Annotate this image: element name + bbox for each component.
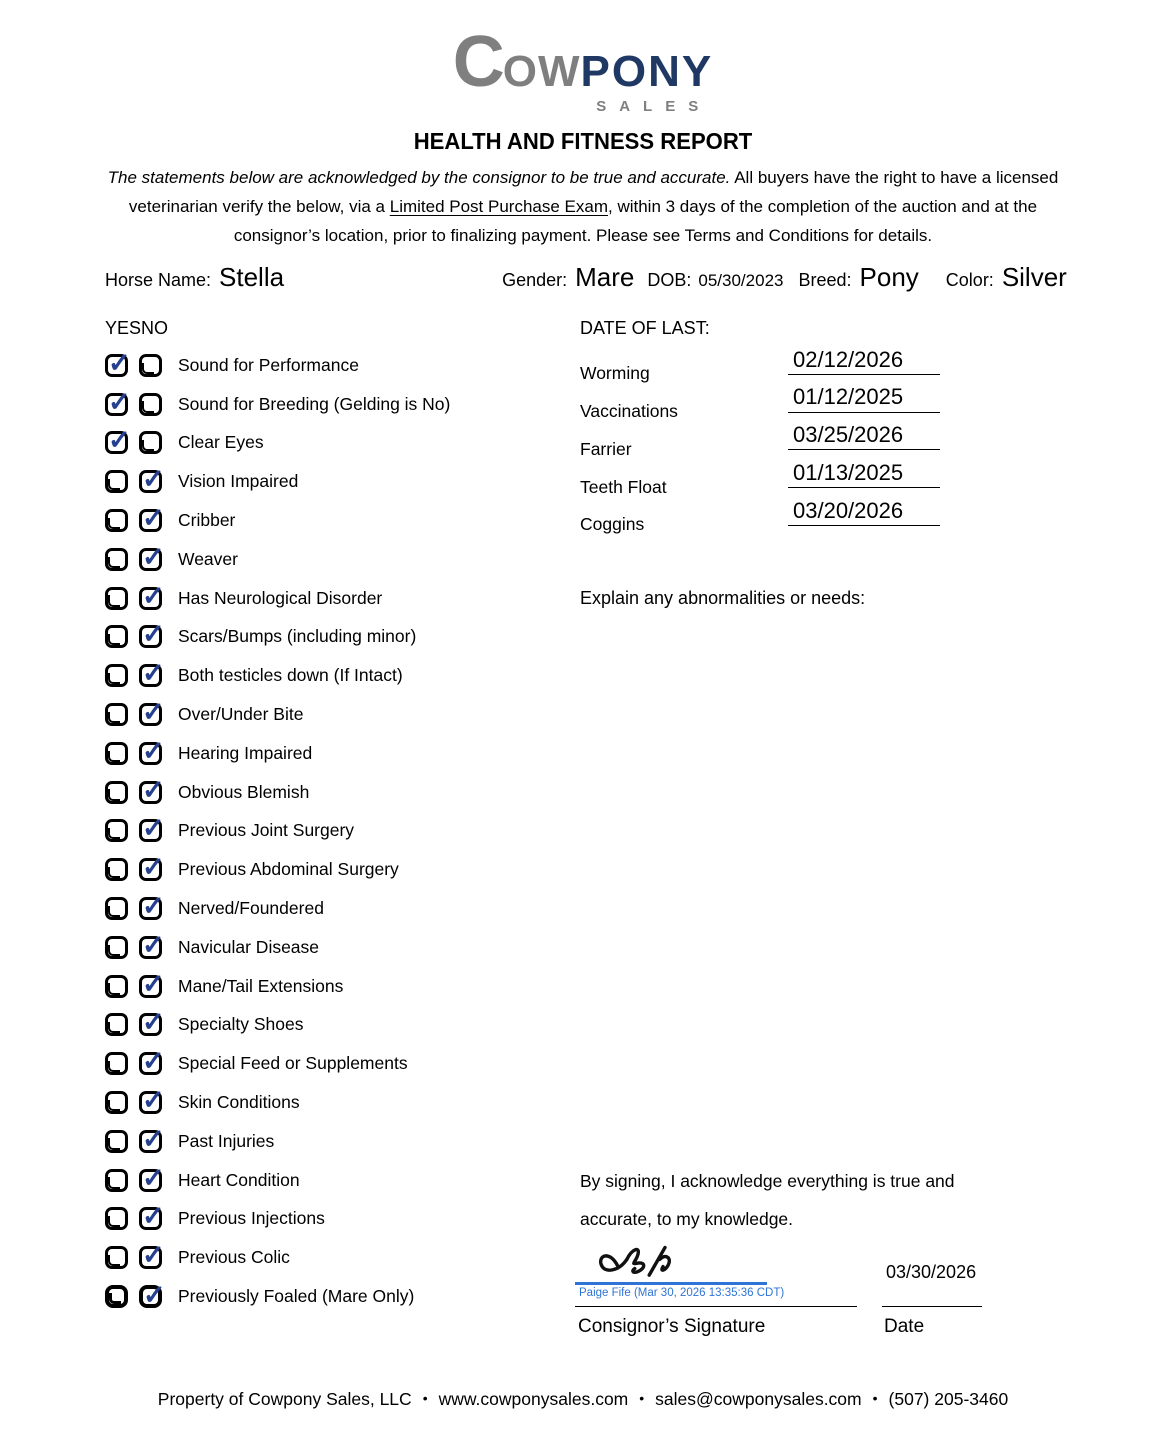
checklist-item-label: Obvious Blemish <box>178 781 310 802</box>
date-field-value[interactable]: 03/25/2026 <box>788 423 940 450</box>
checklist-row <box>105 1200 450 1239</box>
esign-underline <box>575 1282 767 1285</box>
signature-section <box>580 1162 1060 1350</box>
checklist-item-label: Skin Conditions <box>178 1092 300 1113</box>
signature-date-value[interactable]: 03/30/2026 <box>886 1262 977 1282</box>
date-field-value[interactable]: 01/12/2025 <box>788 385 940 412</box>
no-checkbox[interactable] <box>139 548 162 571</box>
bullet-separator: • <box>639 1390 645 1406</box>
no-checkbox[interactable] <box>139 936 162 959</box>
signature-area <box>580 1240 1060 1350</box>
checklist-row <box>105 928 450 967</box>
date-of-last-heading: DATE OF LAST: <box>580 318 710 338</box>
date-field-label: Coggins <box>580 514 645 535</box>
yes-checkbox[interactable] <box>105 1013 128 1036</box>
no-checkbox[interactable] <box>139 975 162 998</box>
checklist-item-label: Weaver <box>178 548 238 569</box>
checklist-item-label: Vision Impaired <box>178 471 299 492</box>
no-checkbox[interactable] <box>139 625 162 648</box>
checklist-item-label: Cribber <box>178 510 236 531</box>
checklist-item-label: Previous Abdominal Surgery <box>178 859 399 880</box>
no-checkbox[interactable] <box>139 1285 162 1308</box>
footer-email: sales@cowponysales.com <box>655 1389 862 1409</box>
no-column-header: NO <box>141 318 168 338</box>
checklist-item-label: Has Neurological Disorder <box>178 587 383 608</box>
yes-checkbox[interactable] <box>105 393 128 416</box>
yes-checkbox[interactable] <box>105 1130 128 1153</box>
checklist-row <box>105 540 450 579</box>
no-checkbox[interactable] <box>139 858 162 881</box>
footer-phone: (507) 205-3460 <box>888 1389 1009 1409</box>
yes-checkbox[interactable] <box>105 858 128 881</box>
checklist-item-label: Nerved/Foundered <box>178 898 324 919</box>
esign-stamp-text: Paige Fife (Mar 30, 2026 13:35:36 CDT) <box>579 1287 785 1299</box>
bullet-separator: • <box>872 1390 878 1406</box>
no-checkbox[interactable] <box>139 1246 162 1269</box>
page-title: HEALTH AND FITNESS REPORT <box>413 128 753 154</box>
checklist-row <box>105 889 450 928</box>
yes-checkbox[interactable] <box>105 897 128 920</box>
date-of-last-row <box>580 386 940 424</box>
footer-company: Property of Cowpony Sales, LLC <box>157 1389 412 1409</box>
no-checkbox[interactable] <box>139 664 162 687</box>
document-header <box>0 22 1166 155</box>
date-field-value[interactable]: 02/12/2026 <box>788 348 940 375</box>
color-value: Silver <box>1001 262 1067 292</box>
intro-italic-sentence: The statements below are acknowledged by the consignor to be true and accurate. <box>107 168 731 187</box>
gender-label: Gender: <box>502 270 568 290</box>
gender-value: Mare <box>575 262 635 292</box>
checklist-row <box>105 1083 450 1122</box>
checklist-row <box>105 346 450 385</box>
acknowledgement-paragraph <box>93 163 1073 250</box>
logo-subtext-sales: SALES <box>596 98 712 115</box>
color-label: Color: <box>945 270 994 290</box>
checklist-item-label: Scars/Bumps (including minor) <box>178 626 417 647</box>
checklist-row <box>105 967 450 1006</box>
checklist-item-label: Hearing Impaired <box>178 742 313 763</box>
checklist-rows <box>105 346 450 1316</box>
checklist-row <box>105 656 450 695</box>
checklist-row <box>105 1238 450 1277</box>
checklist-row <box>105 1122 450 1161</box>
date-field-label: Teeth Float <box>580 476 667 497</box>
no-checkbox[interactable] <box>139 393 162 416</box>
date-of-last-row <box>580 461 940 499</box>
no-checkbox[interactable] <box>139 781 162 804</box>
no-checkbox[interactable] <box>139 509 162 532</box>
checklist-row <box>105 1161 450 1200</box>
no-checkbox[interactable] <box>139 1052 162 1075</box>
yes-checkbox[interactable] <box>105 1207 128 1230</box>
no-checkbox[interactable] <box>139 1207 162 1230</box>
yes-checkbox[interactable] <box>105 1246 128 1269</box>
checklist-item-label: Clear Eyes <box>178 432 264 453</box>
checklist-row <box>105 1044 450 1083</box>
no-checkbox[interactable] <box>139 1130 162 1153</box>
checklist-item-label: Navicular Disease <box>178 936 320 957</box>
checklist-row <box>105 579 450 618</box>
yes-checkbox[interactable] <box>105 548 128 571</box>
yes-checkbox[interactable] <box>105 470 128 493</box>
checklist-row <box>105 695 450 734</box>
date-field-value[interactable]: 01/13/2025 <box>788 461 940 488</box>
checklist-row <box>105 424 450 463</box>
checklist-item-label: Sound for Performance <box>178 354 359 375</box>
checklist-row <box>105 734 450 773</box>
no-checkbox[interactable] <box>139 587 162 610</box>
date-field-label: Vaccinations <box>580 401 678 422</box>
checklist-item-label: Previously Foaled (Mare Only) <box>178 1286 415 1307</box>
no-checkbox[interactable] <box>139 470 162 493</box>
date-field-value[interactable]: 03/20/2026 <box>788 499 940 526</box>
checklist-row <box>105 501 450 540</box>
checklist-row <box>105 850 450 889</box>
checklist-item-label: Previous Joint Surgery <box>178 820 355 841</box>
checklist-item-label: Heart Condition <box>178 1169 300 1190</box>
date-of-last-row <box>580 499 940 537</box>
signing-statement: By signing, I acknowledge everything is true and accurate, to my knowledge. <box>580 1171 955 1229</box>
no-checkbox[interactable] <box>139 1013 162 1036</box>
checklist-row <box>105 1277 450 1316</box>
intro-text-part1: All buyers have the right to have a licensed veterinarian verify the below, via a <box>128 168 1059 216</box>
signature-line <box>575 1306 857 1307</box>
checklist-item-label: Previous Injections <box>178 1208 325 1229</box>
intro-text-part2: , within 3 days of the completion of the auction and at the consignor’s location, prior to finalizing payment. Please see Terms and Conditions for details. <box>233 197 1038 245</box>
yes-checkbox[interactable] <box>105 819 128 842</box>
horse-info-row <box>105 262 1071 293</box>
yes-no-header <box>105 318 450 346</box>
no-checkbox[interactable] <box>139 742 162 765</box>
logo-letter-c: C <box>452 22 503 102</box>
yes-checkbox[interactable] <box>105 1169 128 1192</box>
yes-checkbox[interactable] <box>105 664 128 687</box>
checklist-item-label: Previous Colic <box>178 1247 290 1268</box>
yes-checkbox[interactable] <box>105 1052 128 1075</box>
checklist-row <box>105 773 450 812</box>
checklist-row <box>105 462 450 501</box>
yes-checkbox[interactable] <box>105 354 128 377</box>
no-checkbox[interactable] <box>139 354 162 377</box>
checklist-item-label: Special Feed or Supplements <box>178 1053 408 1074</box>
yes-checkbox[interactable] <box>105 781 128 804</box>
yes-checkbox[interactable] <box>105 431 128 454</box>
yes-checkbox[interactable] <box>105 1091 128 1114</box>
document-footer <box>0 1389 1166 1410</box>
yes-checkbox[interactable] <box>105 509 128 532</box>
checklist-row <box>105 812 450 851</box>
no-checkbox[interactable] <box>139 703 162 726</box>
no-checkbox[interactable] <box>139 1091 162 1114</box>
checklist-row <box>105 385 450 424</box>
checklist-item-label: Mane/Tail Extensions <box>178 975 344 996</box>
yes-column-header: YES <box>105 318 142 338</box>
yes-checkbox[interactable] <box>105 936 128 959</box>
consignor-signature-label: Consignor’s Signature <box>578 1316 766 1337</box>
checklist-row <box>105 618 450 657</box>
date-field-label: Worming <box>580 363 650 384</box>
logo-text-ow: OW <box>502 47 581 96</box>
footer-website: www.cowponysales.com <box>438 1389 629 1409</box>
date-field-label: Farrier <box>580 438 632 459</box>
checklist-item-label: Both testicles down (If Intact) <box>178 665 403 686</box>
logo-text-pony: PONY <box>580 47 714 96</box>
abnormalities-prompt: Explain any abnormalities or needs: <box>580 588 866 608</box>
horse-name-value: Stella <box>219 262 285 292</box>
no-checkbox[interactable] <box>139 1169 162 1192</box>
yes-checkbox[interactable] <box>105 587 128 610</box>
yes-checkbox[interactable] <box>105 625 128 648</box>
date-label: Date <box>884 1316 925 1337</box>
horse-name-label: Horse Name: <box>105 270 212 290</box>
checklist-row <box>105 1006 450 1045</box>
checklist-item-label: Over/Under Bite <box>178 704 304 725</box>
breed-value: Pony <box>859 262 919 292</box>
date-of-last-section <box>580 318 940 537</box>
date-of-last-row <box>580 348 940 386</box>
health-checklist <box>105 318 450 1316</box>
yes-checkbox[interactable] <box>105 742 128 765</box>
limited-post-purchase-exam-link: Limited Post Purchase Exam <box>389 197 608 216</box>
bullet-separator: • <box>422 1390 428 1406</box>
dob-label: DOB: <box>647 270 692 290</box>
yes-checkbox[interactable] <box>105 703 128 726</box>
date-line <box>882 1306 982 1307</box>
date-of-last-row <box>580 424 940 462</box>
checklist-item-label: Specialty Shoes <box>178 1014 304 1035</box>
no-checkbox[interactable] <box>139 897 162 920</box>
no-checkbox[interactable] <box>139 431 162 454</box>
yes-checkbox[interactable] <box>105 1285 128 1308</box>
checklist-item-label: Sound for Breeding (Gelding is No) <box>178 393 451 414</box>
date-of-last-rows <box>580 348 940 537</box>
yes-checkbox[interactable] <box>105 975 128 998</box>
checklist-item-label: Past Injuries <box>178 1130 275 1151</box>
consignor-signature-scribble[interactable] <box>594 1242 686 1282</box>
cowpony-sales-logo <box>452 22 714 115</box>
breed-label: Breed: <box>798 270 852 290</box>
no-checkbox[interactable] <box>139 819 162 842</box>
dob-value: 05/30/2023 <box>698 271 784 290</box>
